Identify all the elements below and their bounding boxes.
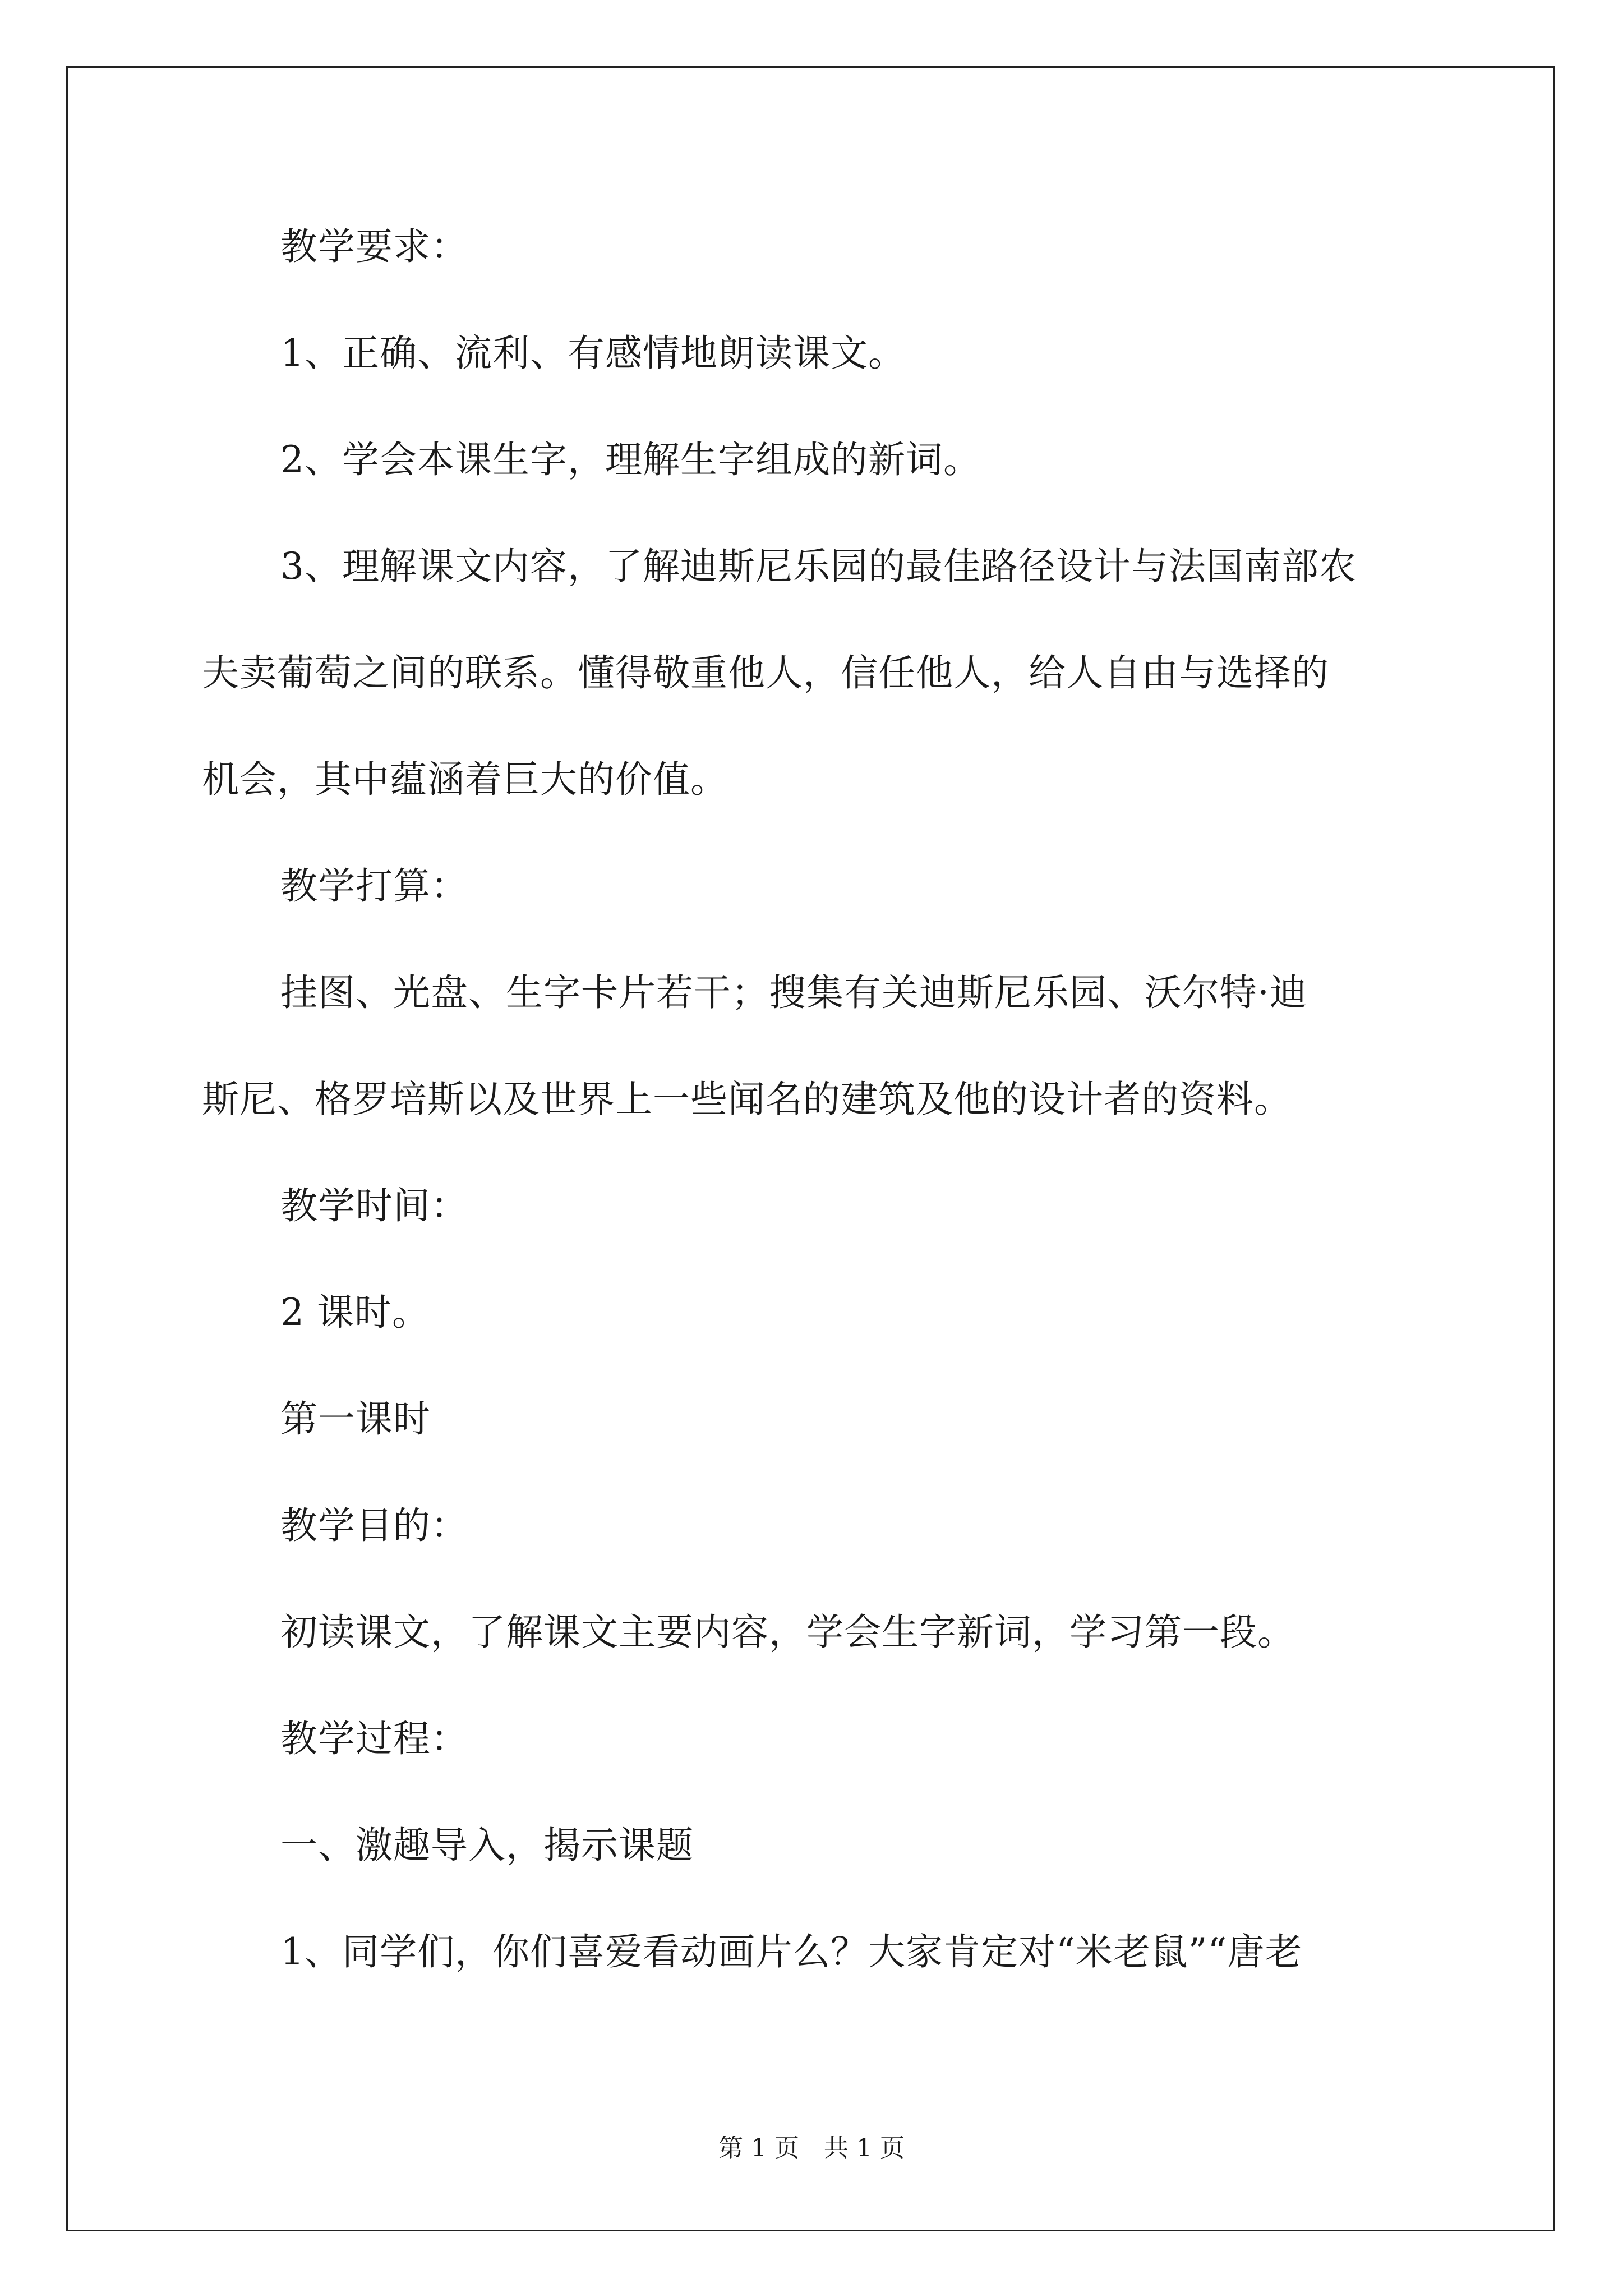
heading-teaching-process: 教学过程： bbox=[280, 1717, 468, 1760]
heading-teaching-preparation: 教学打算： bbox=[280, 864, 468, 908]
paragraph-line: 夫卖葡萄之间的联系。懂得敬重他人，信任他人，给人自由与选择的 bbox=[202, 651, 1329, 694]
heading-teaching-requirements: 教学要求： bbox=[280, 225, 468, 268]
page-frame bbox=[66, 66, 1555, 2231]
paragraph-line: 1、同学们，你们喜爱看动画片么？大家肯定对“米老鼠”“唐老 bbox=[280, 1930, 1303, 1973]
paragraph-line: 挂图、光盘、生字卡片若干；搜集有关迪斯尼乐园、沃尔特·迪 bbox=[280, 971, 1307, 1014]
paragraph-line: 斯尼、格罗培斯以及世界上一些闻名的建筑及他的设计者的资料。 bbox=[202, 1078, 1292, 1121]
heading-first-lesson: 第一课时 bbox=[280, 1397, 431, 1441]
heading-teaching-goal: 教学目的： bbox=[280, 1504, 468, 1547]
section-heading: 一、激趣导入，揭示课题 bbox=[280, 1824, 694, 1867]
paragraph-line: 2、学会本课生字，理解生字组成的新词。 bbox=[280, 438, 981, 481]
paragraph-line: 3、理解课文内容，了解迪斯尼乐园的最佳路径设计与法国南部农 bbox=[280, 545, 1357, 588]
paragraph-line: 机会，其中蕴涵着巨大的价值。 bbox=[202, 758, 728, 801]
paragraph-line: 初读课文，了解课文主要内容，学会生字新词，学习第一段。 bbox=[280, 1611, 1295, 1654]
paragraph-line: 1、正确、流利、有感情地朗读课文。 bbox=[280, 332, 906, 375]
page-footer: 第 1 页 共 1 页 bbox=[718, 2134, 905, 2162]
paragraph-line: 2 课时。 bbox=[280, 1291, 430, 1334]
heading-teaching-time: 教学时间： bbox=[280, 1184, 468, 1227]
